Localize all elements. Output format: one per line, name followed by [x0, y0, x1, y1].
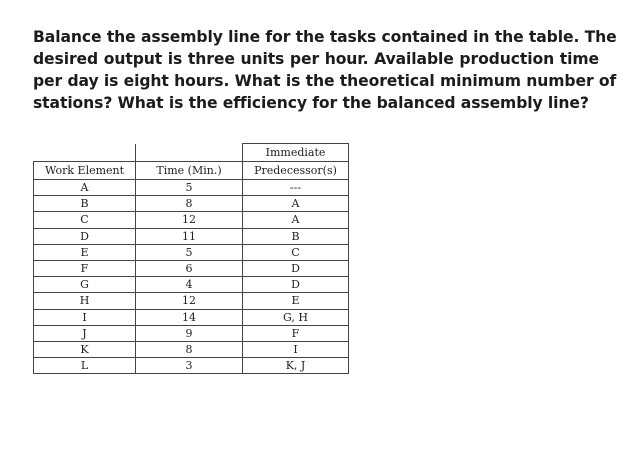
table-row: [34, 341, 349, 357]
table-row: [34, 180, 349, 196]
table-row: [34, 260, 349, 276]
cell-time: 5: [136, 180, 243, 196]
table-row: [34, 212, 349, 228]
cell-predecessor: F: [243, 325, 349, 341]
cell-element: C: [34, 212, 136, 228]
cell-element: D: [34, 228, 136, 244]
cell-time: 12: [136, 293, 243, 309]
cell-time: 8: [136, 341, 243, 357]
table-row: [34, 293, 349, 309]
question-text: [33, 26, 617, 114]
cell-predecessor: A: [243, 212, 349, 228]
cell-time: 3: [136, 358, 243, 374]
cell-element: B: [34, 196, 136, 212]
table-row: [34, 228, 349, 244]
task-table: [33, 143, 349, 374]
cell-time: 6: [136, 260, 243, 276]
cell-predecessor: C: [243, 244, 349, 260]
cell-time: 12: [136, 212, 243, 228]
cell-predecessor: G, H: [243, 309, 349, 325]
cell-predecessor: K, J: [243, 358, 349, 374]
header-work-element: Work Element: [34, 162, 136, 180]
cell-element: L: [34, 358, 136, 374]
table-row: [34, 277, 349, 293]
question-line-4: stations? What is the efficiency for the balanced assembly line?: [33, 94, 589, 112]
cell-time: 5: [136, 244, 243, 260]
header-predecessor-bottom: Predecessor(s): [243, 162, 349, 180]
cell-predecessor: E: [243, 293, 349, 309]
header-spacer: [136, 144, 243, 162]
cell-predecessor: I: [243, 341, 349, 357]
cell-element: I: [34, 309, 136, 325]
cell-element: H: [34, 293, 136, 309]
cell-predecessor: A: [243, 196, 349, 212]
cell-element: A: [34, 180, 136, 196]
table-row: [34, 244, 349, 260]
cell-element: F: [34, 260, 136, 276]
cell-time: 8: [136, 196, 243, 212]
cell-element: E: [34, 244, 136, 260]
table-row: [34, 196, 349, 212]
cell-predecessor: ---: [243, 180, 349, 196]
cell-element: K: [34, 341, 136, 357]
table-row: [34, 325, 349, 341]
question-line-2: desired output is three units per hour. Available production time: [33, 50, 599, 68]
cell-predecessor: B: [243, 228, 349, 244]
header-time: Time (Min.): [136, 162, 243, 180]
header-predecessor-top: Immediate: [243, 144, 349, 162]
cell-predecessor: D: [243, 260, 349, 276]
table-row: [34, 309, 349, 325]
cell-element: G: [34, 277, 136, 293]
cell-time: 14: [136, 309, 243, 325]
cell-predecessor: D: [243, 277, 349, 293]
cell-time: 9: [136, 325, 243, 341]
cell-time: 4: [136, 277, 243, 293]
table-row: [34, 358, 349, 374]
cell-element: J: [34, 325, 136, 341]
header-spacer: [34, 144, 136, 162]
cell-time: 11: [136, 228, 243, 244]
question-line-3: per day is eight hours. What is the theoretical minimum number of: [33, 72, 617, 90]
question-line-1: Balance the assembly line for the tasks contained in the table. The: [33, 28, 617, 46]
